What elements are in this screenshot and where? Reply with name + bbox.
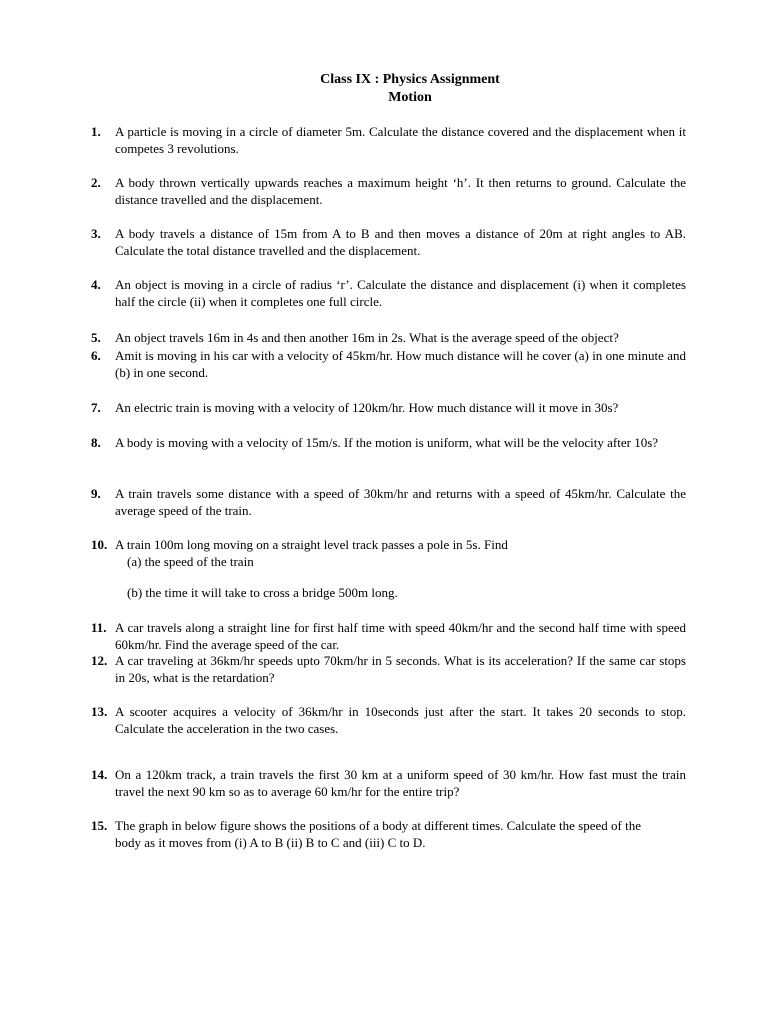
question-item — [91, 486, 686, 519]
question-number: 8. — [91, 435, 101, 450]
question-number: 14. — [91, 767, 108, 782]
question-item — [91, 400, 686, 417]
question-number: 15. — [91, 818, 108, 833]
question-text: An electric train is moving with a velocity of 120km/hr. How much distance will it move in 30s? — [115, 400, 619, 415]
question-number: 3. — [91, 226, 101, 241]
question-text: A train travels some distance with a speed of 30km/hr and returns with a speed of 45km/hr. Calculate the average speed of the train. — [115, 486, 686, 518]
question-text: Amit is moving in his car with a velocity of 45km/hr. How much distance will he cover (a) in one minute and (b) in one second. — [115, 348, 686, 380]
question-text: An object is moving in a circle of radius ‘r’. Calculate the distance and displacement (i) when it completes half the circle (ii) when it completes one full circle. — [115, 277, 686, 309]
question-item — [91, 537, 686, 554]
question-number: 13. — [91, 704, 108, 719]
question-number: 6. — [91, 348, 101, 363]
question-item — [91, 226, 686, 259]
sub-question: (a) the speed of the train — [127, 554, 254, 569]
question-item — [91, 124, 686, 157]
question-number: 5. — [91, 330, 101, 345]
question-item — [91, 767, 686, 800]
question-text: On a 120km track, a train travels the first 30 km at a uniform speed of 30 km/hr. How fast must the train travel the next 90 km so as to average 60 km/hr for the entire trip? — [115, 767, 686, 799]
question-text: A scooter acquires a velocity of 36km/hr in 10seconds just after the start. It takes 20 seconds to stop. Calculate the acceleration in the two cases. — [115, 704, 686, 736]
question-number: 2. — [91, 175, 101, 190]
question-item — [91, 175, 686, 208]
question-text: An object travels 16m in 4s and then another 16m in 2s. What is the average speed of the object? — [115, 330, 619, 345]
question-text: A body travels a distance of 15m from A to B and then moves a distance of 20m at right angles to AB. Calculate the total distance travelled and the displacement. — [115, 226, 686, 258]
question-number: 10. — [91, 537, 108, 552]
question-text: A body thrown vertically upwards reaches a maximum height ‘h’. It then returns to ground. Calculate the distance travelled and the displacement. — [115, 175, 686, 207]
question-text: A car travels along a straight line for first half time with speed 40km/hr and the second half time with speed 60km/hr. Find the average speed of the car. — [115, 620, 686, 652]
page-title: Class IX : Physics Assignment — [320, 72, 500, 87]
question-item — [91, 348, 686, 381]
question-text: A body is moving with a velocity of 15m/s. If the motion is uniform, what will be the velocity after 10s? — [115, 435, 659, 450]
question-item — [91, 704, 686, 737]
question-number: 12. — [91, 653, 108, 668]
sub-question: (b) the time it will take to cross a bridge 500m long. — [127, 585, 398, 600]
question-number: 9. — [91, 486, 101, 501]
question-item — [91, 818, 641, 851]
question-number: 1. — [91, 124, 101, 139]
question-number: 7. — [91, 400, 101, 415]
page-subtitle: Motion — [388, 90, 432, 105]
question-text: The graph in below figure shows the positions of a body at different times. Calculate the speed of the body as it moves from (i) A to B (ii) B to C and (iii) C to D. — [115, 818, 641, 850]
question-item — [91, 330, 686, 347]
question-item — [91, 653, 686, 686]
question-item — [91, 435, 686, 452]
question-item — [91, 620, 686, 653]
question-item — [91, 277, 686, 310]
question-number: 4. — [91, 277, 101, 292]
question-text: A particle is moving in a circle of diameter 5m. Calculate the distance covered and the displacement when it competes 3 revolutions. — [115, 124, 686, 156]
question-text: A train 100m long moving on a straight level track passes a pole in 5s. Find — [115, 537, 508, 552]
question-number: 11. — [91, 620, 107, 635]
question-text: A car traveling at 36km/hr speeds upto 70km/hr in 5 seconds. What is its acceleration? If the same car stops in 20s, what is the retardation? — [115, 653, 686, 685]
